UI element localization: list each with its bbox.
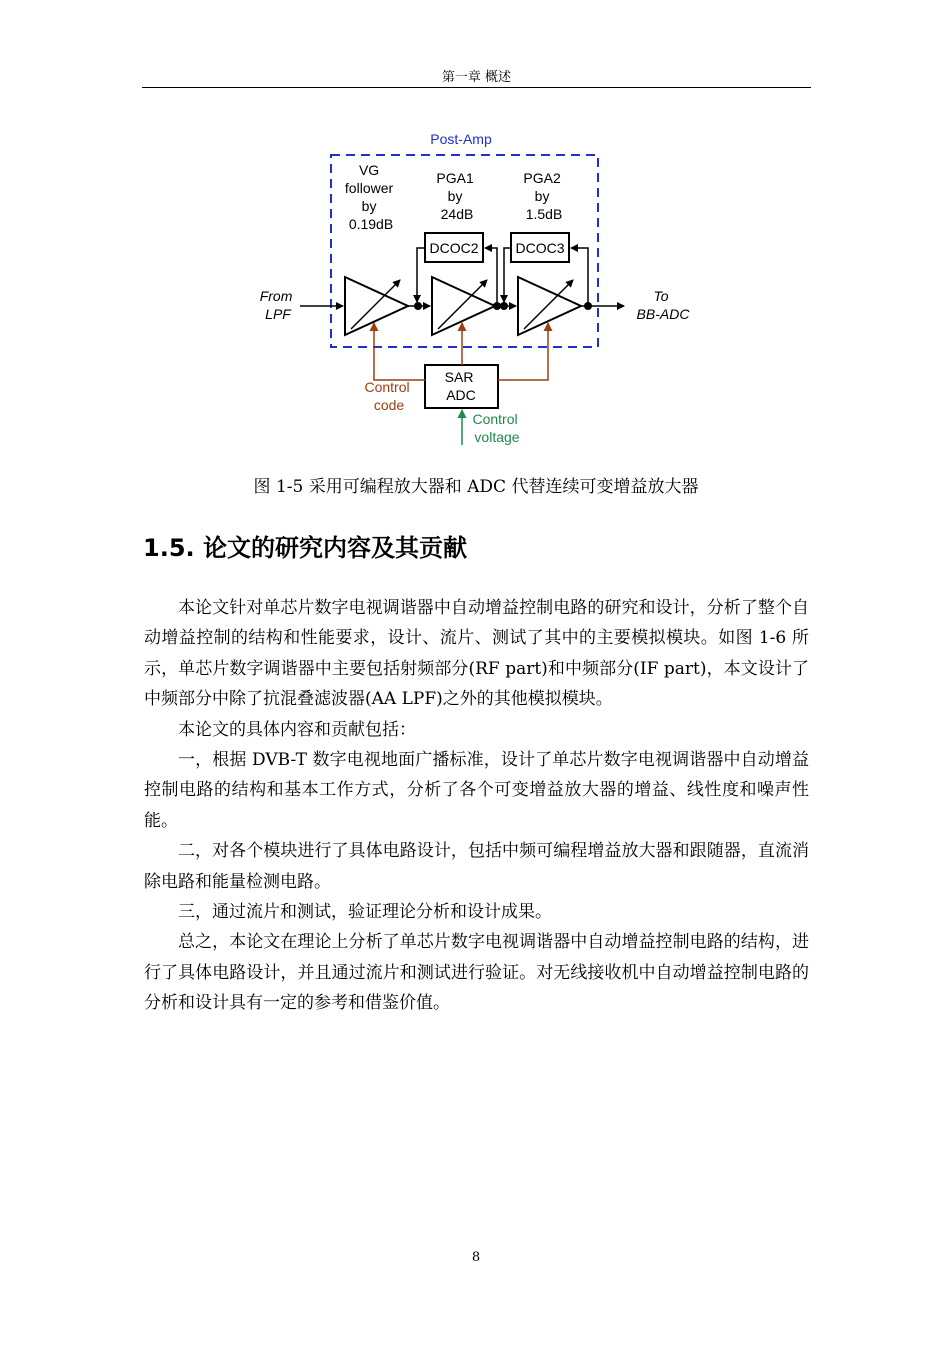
postamp-label: Post-Amp [430, 131, 492, 147]
section-title: 1.5. 论文的研究内容及其贡献 [143, 534, 467, 562]
control-voltage-label: Control voltage [472, 411, 520, 445]
stage-label-pga1: PGA1 by 24dB [436, 170, 474, 222]
amplifier-vg [345, 277, 408, 335]
paragraph: 本论文的具体内容和贡献包括： [178, 719, 416, 740]
paragraph: 总之，本论文在理论上分析了单芯片数字电视调谐器中自动增益控制电路的结构，进行了具体电路设计，并且通过流片和测试进行验证。对无线接收机中自动增益控制电路的分析和设计具有一定的参考和借鉴价值。 [144, 932, 809, 1014]
figure-1-5 [0, 120, 952, 460]
body-text [144, 593, 809, 1019]
input-label: From LPF [259, 288, 293, 322]
figure-caption: 图 1-5 采用可编程放大器和 ADC 代替连续可变增益放大器 [253, 477, 699, 497]
paragraph: 二，对各个模块进行了具体电路设计，包括中频可编程增益放大器和跟随器，直流消除电路和能量检测电路。 [144, 841, 809, 892]
stage-label-vg: VG follower by 0.19dB [344, 162, 394, 232]
output-label: To BB-ADC [636, 288, 690, 322]
header-rule [142, 87, 811, 88]
amplifier-pga1 [432, 277, 495, 335]
sar-adc-label: SAR ADC [444, 369, 476, 403]
paragraph: 一，根据 DVB-T 数字电视地面广播标准，设计了单芯片数字电视调谐器中自动增益控制电路的结构和基本工作方式，分析了各个可变增益放大器的增益、线性度和噪声性能。 [144, 750, 809, 831]
page-header: 第一章 概述 [441, 70, 512, 85]
paragraph: 三，通过流片和测试，验证理论分析和设计成果。 [178, 902, 552, 923]
page-number: 8 [471, 1250, 481, 1265]
dcoc2-label: DCOC2 [429, 240, 479, 256]
dcoc3-label: DCOC3 [515, 240, 565, 256]
paragraph: 本论文针对单芯片数字电视调谐器中自动增益控制电路的研究和设计，分析了整个自动增益控制的结构和性能要求，设计、流片、测试了其中的主要模拟模块。如图 1-6 所示，单芯片数字调谐器中主要包括射频部分(RF part)和中频部分(IF part)，本文设计了中频部分中除了抗混叠滤波器(AA LPF)之外的其他模拟模块。 [144, 598, 809, 710]
stage-label-pga2: PGA2 by 1.5dB [523, 170, 563, 222]
control-code-label: Control code [364, 379, 410, 413]
amplifier-pga2 [518, 277, 581, 335]
